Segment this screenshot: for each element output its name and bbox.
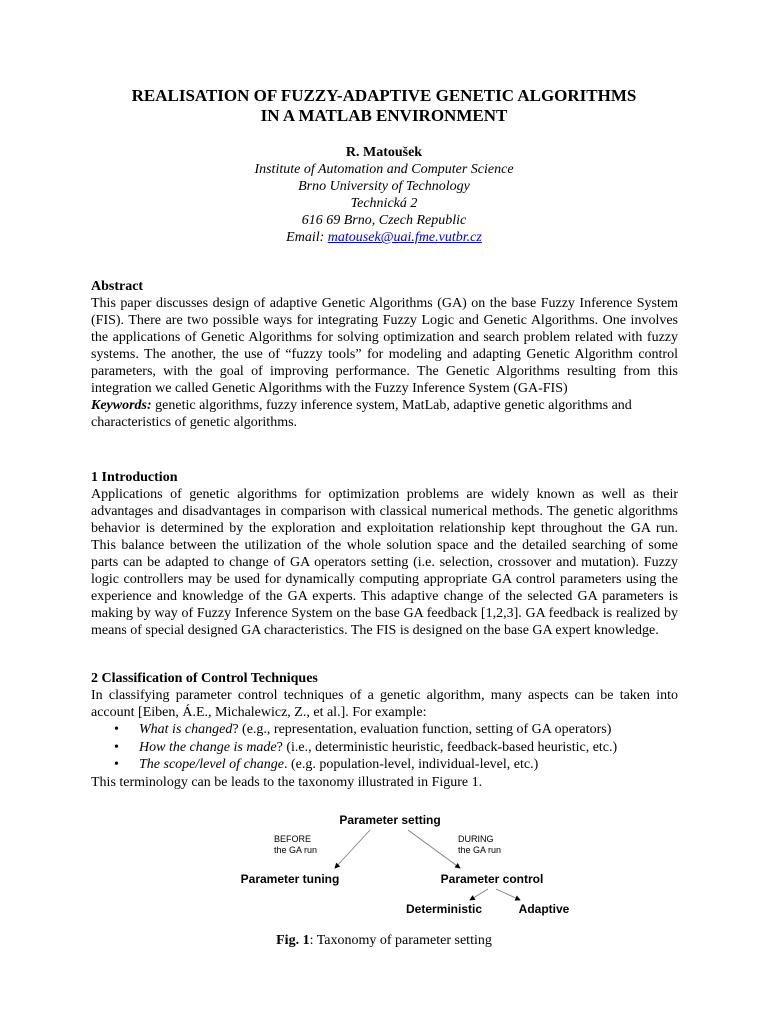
node-parameter-tuning: Parameter tuning [240,872,340,886]
list-item [91,756,678,774]
node-parameter-control: Parameter control [440,872,544,886]
title-line-1: REALISATION OF FUZZY-ADAPTIVE GENETIC ALGORITHMS [131,86,637,105]
section-paragraph: Applications of genetic algorithms for optimization problems are widely known as well as their advantages and disadvantages in comparison with classical numerical methods. The genetic algorithms behavior is determined by the exploration and exploitation relationship kept throughout the GA run. This balance between the utilization of the whole solution space and the detailed searching of some parts can be adapted to change of GA operators setting (i.e. selection, crossover and mutation). Fuzzy logic controllers may be used for dynamically computing appropriate GA control parameters using the experience and knowledge of the GA experts. This adaptive change of the selected GA parameters is making by way of Fuzzy Inference System on the base GA feedback [1,2,3]. GA feedback is realized by means of special designed GA characteristics. The FIS is designed on the base GA expert knowledge. [91,487,678,638]
taxonomy-diagram [230,808,590,923]
abstract-section [91,278,678,431]
bullet-icon: • [114,722,119,737]
abstract-text: This paper discusses design of adaptive Genetic Algorithms (GA) on the base Fuzzy Inference System (FIS). There are two possible ways for integrating Fuzzy Logic and Genetic Algorithms. One involves the applications of Genetic Algorithms for solving optimization and search problem related with fuzzy systems. The another, the use of “fuzzy tools” for modeling and adapting Genetic Algorithm control parameters, with the goal of improving performance. The Genetic Algorithms resulting from this integration we called Genetic Algorithms with the Fuzzy Inference System (GA-FIS) [91,296,678,396]
node-parameter-setting: Parameter setting [339,813,441,827]
affiliation-line: Institute of Automation and Computer Science [254,162,514,177]
section-heading: 1 Introduction [91,470,178,485]
keywords-text: genetic algorithms, fuzzy inference system, MatLab, adaptive genetic algorithms and characteristics of genetic algorithms. [91,398,632,430]
list-item-rest: ? (i.e., deterministic heuristic, feedback-based heuristic, etc.) [276,739,618,755]
bullet-icon: • [114,739,119,755]
node-deterministic: Deterministic [405,902,483,916]
list-item-rest: . (e.g. population-level, individual-level, etc.) [284,757,539,772]
bullet-icon: • [114,757,119,772]
node-adaptive: Adaptive [518,902,570,916]
figure-caption [0,933,768,949]
section-closing: This terminology can be leads to the taxonomy illustrated in Figure 1. [91,774,483,790]
label-during-run: the GA run [458,845,502,855]
list-item [91,739,678,757]
taxonomy-figure [230,808,590,923]
section-classification [91,670,678,791]
label-before-run: the GA run [274,845,318,855]
list-item-lead: How the change is made [139,739,277,755]
list-item [91,721,678,739]
label-during: DURING [458,834,494,844]
abstract-heading: Abstract [91,279,144,294]
paper-title [0,86,768,126]
caption-label: Fig. 1 [276,933,310,948]
list-item-rest: ? (e.g., representation, evaluation function, setting of GA operators) [232,722,612,737]
email-line [0,229,768,246]
edge-control-adaptive [496,889,520,900]
list-item-lead: The scope/level of change [139,757,285,772]
email-link[interactable]: matousek@uai.fme.vutbr.cz [327,230,482,245]
list-item-lead: What is changed [139,722,233,737]
author-block [0,144,768,246]
email-label: Email: [286,230,325,245]
label-before: BEFORE [274,834,312,844]
keywords-line [91,397,678,431]
section-paragraph: In classifying parameter control techniques of a genetic algorithm, many aspects can be taken into account [Eiben, Á.E., Michalewicz, Z., et al.]. For example: [91,688,678,720]
section-heading: 2 Classification of Control Techniques [91,671,318,686]
edge-setting-control [408,830,460,868]
edge-setting-tuning [335,830,370,868]
affiliation-line: Brno University of Technology [298,179,470,194]
keywords-label: Keywords: [91,398,152,413]
affiliation-line: Technická 2 [350,196,418,211]
caption-text: : Taxonomy of parameter setting [309,933,492,948]
author-name: R. Matoušek [345,145,423,160]
edge-control-deterministic [470,889,488,900]
affiliation-line: 616 69 Brno, Czech Republic [301,213,467,228]
bullet-list [91,721,678,774]
title-line-2: IN A MATLAB ENVIRONMENT [260,106,508,125]
section-introduction [91,469,678,639]
